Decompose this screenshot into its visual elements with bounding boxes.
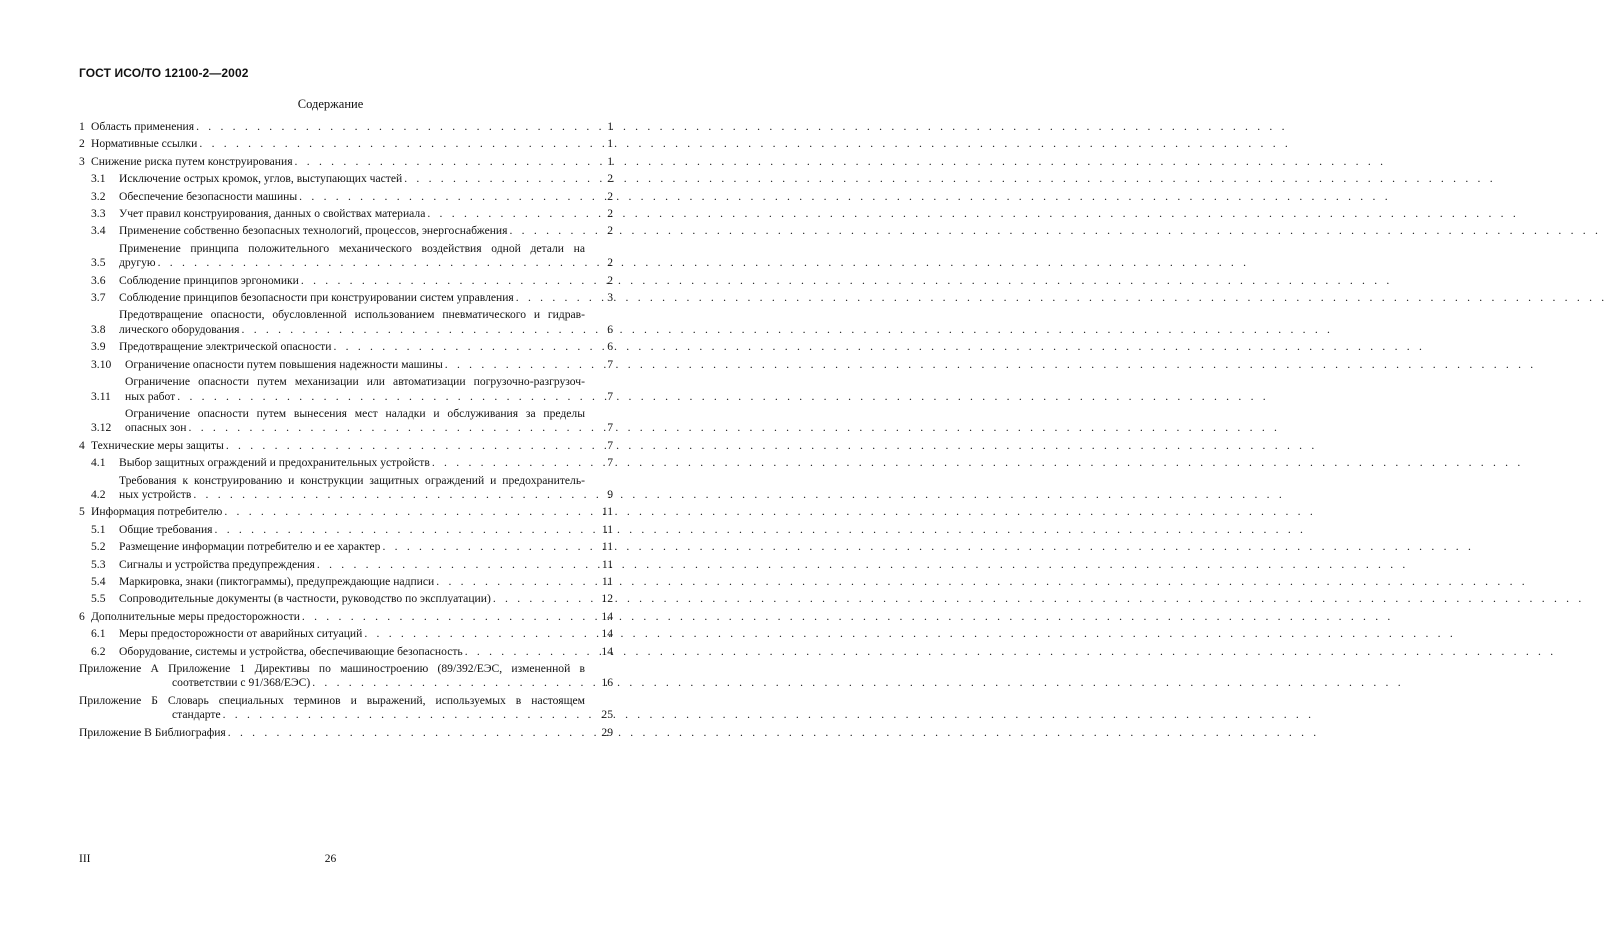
toc-entry-page: 7: [607, 421, 613, 435]
toc-entry[interactable]: [79, 172, 613, 186]
toc-entry-number: 3.9: [91, 340, 106, 354]
toc-entry-page: 1: [607, 137, 613, 151]
leader-dots: [425, 207, 585, 221]
toc-entry[interactable]: [79, 190, 613, 204]
toc-entry-number: 6.2: [91, 644, 106, 658]
toc-entry[interactable]: [79, 558, 613, 572]
leader-dots: [226, 726, 585, 740]
toc-entry[interactable]: [79, 137, 613, 151]
toc-entry-page: 11: [601, 540, 613, 554]
toc-entry[interactable]: [79, 242, 613, 271]
toc-entry-text-line2: соответствии с 91/368/ЕЭС): [172, 676, 311, 690]
toc-entry-number: 4.2: [91, 487, 106, 501]
toc-entry-text: Размещение информации потребителю и ее характер: [119, 540, 381, 554]
toc-entry[interactable]: [79, 592, 613, 606]
leader-dots: [224, 439, 585, 453]
toc-entry-page: 2: [607, 224, 613, 238]
toc-entry-number: 5: [79, 505, 85, 519]
toc-entry[interactable]: [79, 274, 613, 288]
toc-entry-page: 9: [607, 487, 613, 501]
toc-entry[interactable]: [79, 456, 613, 470]
toc-entry-text-line1: Ограничение опасности путем механизации или автоматизации погрузочно-разгрузоч-: [125, 375, 585, 389]
toc-entry-page: 14: [601, 644, 613, 658]
leader-dots: [402, 172, 585, 186]
toc-entry-text: Ограничение опасности путем повышения надежности машины: [125, 357, 443, 371]
toc-entry-text-line1: Требования к конструированию и конструкции защитных ограждений и предохранитель-: [119, 473, 585, 487]
page-number: 26: [324, 853, 337, 865]
toc-entry-page: 2: [607, 273, 613, 287]
leader-dots: [300, 610, 585, 624]
toc-entry-number: 3.7: [91, 291, 106, 305]
leader-dots: [197, 137, 585, 151]
toc-entry-number: 3.1: [91, 172, 106, 186]
toc-entry-text: Соблюдение принципов эргономики: [119, 273, 299, 287]
toc-entry[interactable]: [79, 407, 613, 436]
toc-entry-page: 7: [607, 389, 613, 403]
toc-entry-text: Выбор защитных ограждений и предохранительных устройств: [119, 456, 430, 470]
toc-entry[interactable]: [79, 645, 613, 659]
leader-dots: [491, 592, 585, 606]
toc-entry[interactable]: [79, 120, 613, 134]
table-of-contents: [79, 120, 613, 743]
toc-entry-number: 3.4: [91, 224, 106, 238]
toc-entry-number: 5.4: [91, 574, 106, 588]
toc-entry-number: 2: [79, 137, 85, 151]
toc-entry-text-line2: ных работ: [125, 389, 176, 403]
toc-entry-text-line2: ных устройств: [119, 487, 192, 501]
toc-entry[interactable]: [79, 575, 613, 589]
toc-entry[interactable]: [79, 207, 613, 221]
toc-entry-page: 11: [601, 557, 613, 571]
toc-entry-text: Сопроводительные документы (в частности, руководство по эксплуатации): [119, 592, 491, 606]
toc-entry-text: Исключение острых кромок, углов, выступающих частей: [119, 172, 403, 186]
leader-dots: [293, 155, 585, 169]
leader-dots: [310, 676, 585, 690]
toc-entry-text: Применение собственно безопасных технологий, процессов, энергоснабжения: [119, 224, 508, 238]
toc-entry[interactable]: [79, 340, 613, 354]
toc-entry[interactable]: [79, 358, 613, 372]
toc-entry[interactable]: [79, 224, 613, 238]
leader-dots: [443, 358, 585, 372]
leader-dots: [507, 224, 585, 238]
toc-entry-number: 3.11: [91, 389, 111, 403]
leader-dots: [194, 120, 585, 134]
leader-dots: [463, 645, 585, 659]
toc-entry-page: 1: [607, 154, 613, 168]
toc-entry-page: 12: [601, 592, 613, 606]
toc-entry-number: 4: [79, 438, 85, 452]
toc-entry-text-line2: другую: [119, 256, 156, 270]
toc-entry-number: 6.1: [91, 627, 106, 641]
toc-entry-page: 25: [601, 708, 613, 722]
leader-dots: [297, 190, 585, 204]
toc-entry-page: 6: [607, 322, 613, 336]
toc-entry-text: Технические меры защиты: [91, 438, 224, 452]
toc-entry-text: Приложение В Библиография: [79, 725, 226, 739]
leader-dots: [191, 488, 585, 502]
roman-page-number: III: [79, 853, 91, 865]
toc-entry-text: Меры предосторожности от аварийных ситуаций: [119, 627, 363, 641]
toc-entry-text-line2: лического оборудования: [119, 322, 240, 336]
toc-entry[interactable]: [79, 610, 613, 624]
toc-entry-number: 1: [79, 120, 85, 133]
toc-entry[interactable]: [79, 523, 613, 537]
document-code: ГОСТ ИСО/ТО 12100-2—2002: [79, 66, 249, 80]
toc-entry-text: Нормативные ссылки: [91, 137, 198, 151]
toc-title: Содержание: [297, 97, 364, 111]
toc-entry-page: 7: [607, 438, 613, 452]
toc-entry-number: 5.5: [91, 592, 106, 606]
leader-dots: [175, 390, 585, 404]
toc-entry-text: Сигналы и устройства предупреждения: [119, 557, 315, 571]
toc-entry-number: 5.1: [91, 522, 106, 536]
leader-dots: [362, 627, 585, 641]
toc-entry-text: Соблюдение принципов безопасности при конструировании систем управления: [119, 291, 514, 305]
toc-entry-number: 5.2: [91, 540, 106, 554]
toc-entry-text: Оборудование, системы и устройства, обеспечивающие безопасность: [119, 644, 463, 658]
toc-entry-page: 2: [607, 207, 613, 221]
leader-dots: [299, 274, 585, 288]
toc-entry-page: 3: [607, 291, 613, 305]
leader-dots: [213, 523, 585, 537]
toc-entry-page: 16: [601, 676, 613, 690]
toc-entry[interactable]: [79, 291, 613, 305]
toc-entry-appendix[interactable]: [79, 726, 613, 740]
toc-entry-text: Предотвращение электрической опасности: [119, 340, 332, 354]
toc-entry-appendix[interactable]: [79, 694, 613, 723]
toc-entry-page: 7: [607, 456, 613, 470]
toc-entry-page: 2: [607, 172, 613, 186]
toc-entry-text-line1: Приложение А Приложение 1 Директивы по машиностроению (89/392/ЕЭС, измененной в: [79, 662, 585, 675]
toc-entry-number: 3.8: [91, 322, 106, 336]
toc-entry-text: Маркировка, знаки (пиктограммы), предупреждающие надписи: [119, 574, 435, 588]
toc-entry[interactable]: [79, 540, 613, 554]
toc-entry-page: 11: [601, 522, 613, 536]
toc-entry-page: 7: [607, 357, 613, 371]
toc-entry-page: 14: [601, 609, 613, 623]
toc-entry-number: 3.6: [91, 273, 106, 287]
toc-entry-number: 4.1: [91, 456, 106, 470]
toc-entry-page: 11: [601, 505, 613, 519]
toc-entry-text-line2: опасных зон: [125, 421, 187, 435]
toc-entry-number: 3.2: [91, 189, 106, 203]
toc-entry-text: Информация потребителю: [91, 505, 223, 519]
toc-entry-number: 3: [79, 154, 85, 168]
toc-entry[interactable]: [79, 155, 613, 169]
toc-entry[interactable]: [79, 375, 613, 404]
toc-entry-number: 3.5: [91, 256, 106, 270]
toc-entry-number: 3.3: [91, 207, 106, 221]
toc-entry-page: 2: [607, 189, 613, 203]
toc-entry-number: 6: [79, 609, 85, 623]
leader-dots: [221, 708, 585, 722]
toc-entry-page: 11: [601, 574, 613, 588]
toc-entry-page: 29: [601, 725, 613, 739]
toc-entry-page: 6: [607, 340, 613, 354]
toc-entry-text-line1: Применение принципа положительного механического воздействия одной детали на: [119, 241, 585, 255]
toc-entry-text: Дополнительные меры предосторожности: [91, 609, 300, 623]
toc-entry-text-line1: Предотвращение опасности, обусловленной использованием пневматического и гидрав-: [119, 308, 585, 322]
toc-entry[interactable]: [79, 308, 613, 337]
toc-entry-number: 5.3: [91, 557, 106, 571]
toc-entry-text-line2: стандарте: [172, 708, 221, 722]
toc-entry-text: Учет правил конструирования, данных о свойствах материала: [119, 207, 426, 221]
leader-dots: [380, 540, 585, 554]
toc-entry-number: 3.12: [91, 421, 112, 435]
leader-dots: [222, 505, 585, 519]
toc-entry[interactable]: [79, 439, 613, 453]
leader-dots: [514, 291, 585, 305]
leader-dots: [240, 323, 585, 337]
leader-dots: [315, 558, 585, 572]
toc-entry-text: Обеспечение безопасности машины: [119, 189, 298, 203]
leader-dots: [187, 421, 586, 435]
leader-dots: [156, 256, 585, 270]
leader-dots: [331, 340, 585, 354]
toc-entry-text-line1: Приложение Б Словарь специальных терминов и выражений, используемых в настоящем: [79, 693, 585, 707]
toc-entry-page: 1: [607, 120, 613, 133]
toc-entry-text: Снижение риска путем конструирования: [91, 154, 293, 168]
toc-entry-page: 2: [607, 256, 613, 270]
toc-entry-text-line1: Ограничение опасности путем вынесения мест наладки и обслуживания за пределы: [125, 406, 585, 420]
toc-entry-number: 3.10: [91, 357, 112, 371]
toc-entry-text: Область применения: [91, 120, 195, 133]
leader-dots: [430, 456, 585, 470]
toc-entry[interactable]: [79, 627, 613, 641]
toc-entry[interactable]: [79, 474, 613, 503]
toc-entry-appendix[interactable]: [79, 662, 613, 691]
toc-entry-text: Общие требования: [119, 522, 213, 536]
leader-dots: [434, 575, 585, 589]
toc-entry-page: 14: [601, 627, 613, 641]
toc-entry[interactable]: [79, 505, 613, 519]
